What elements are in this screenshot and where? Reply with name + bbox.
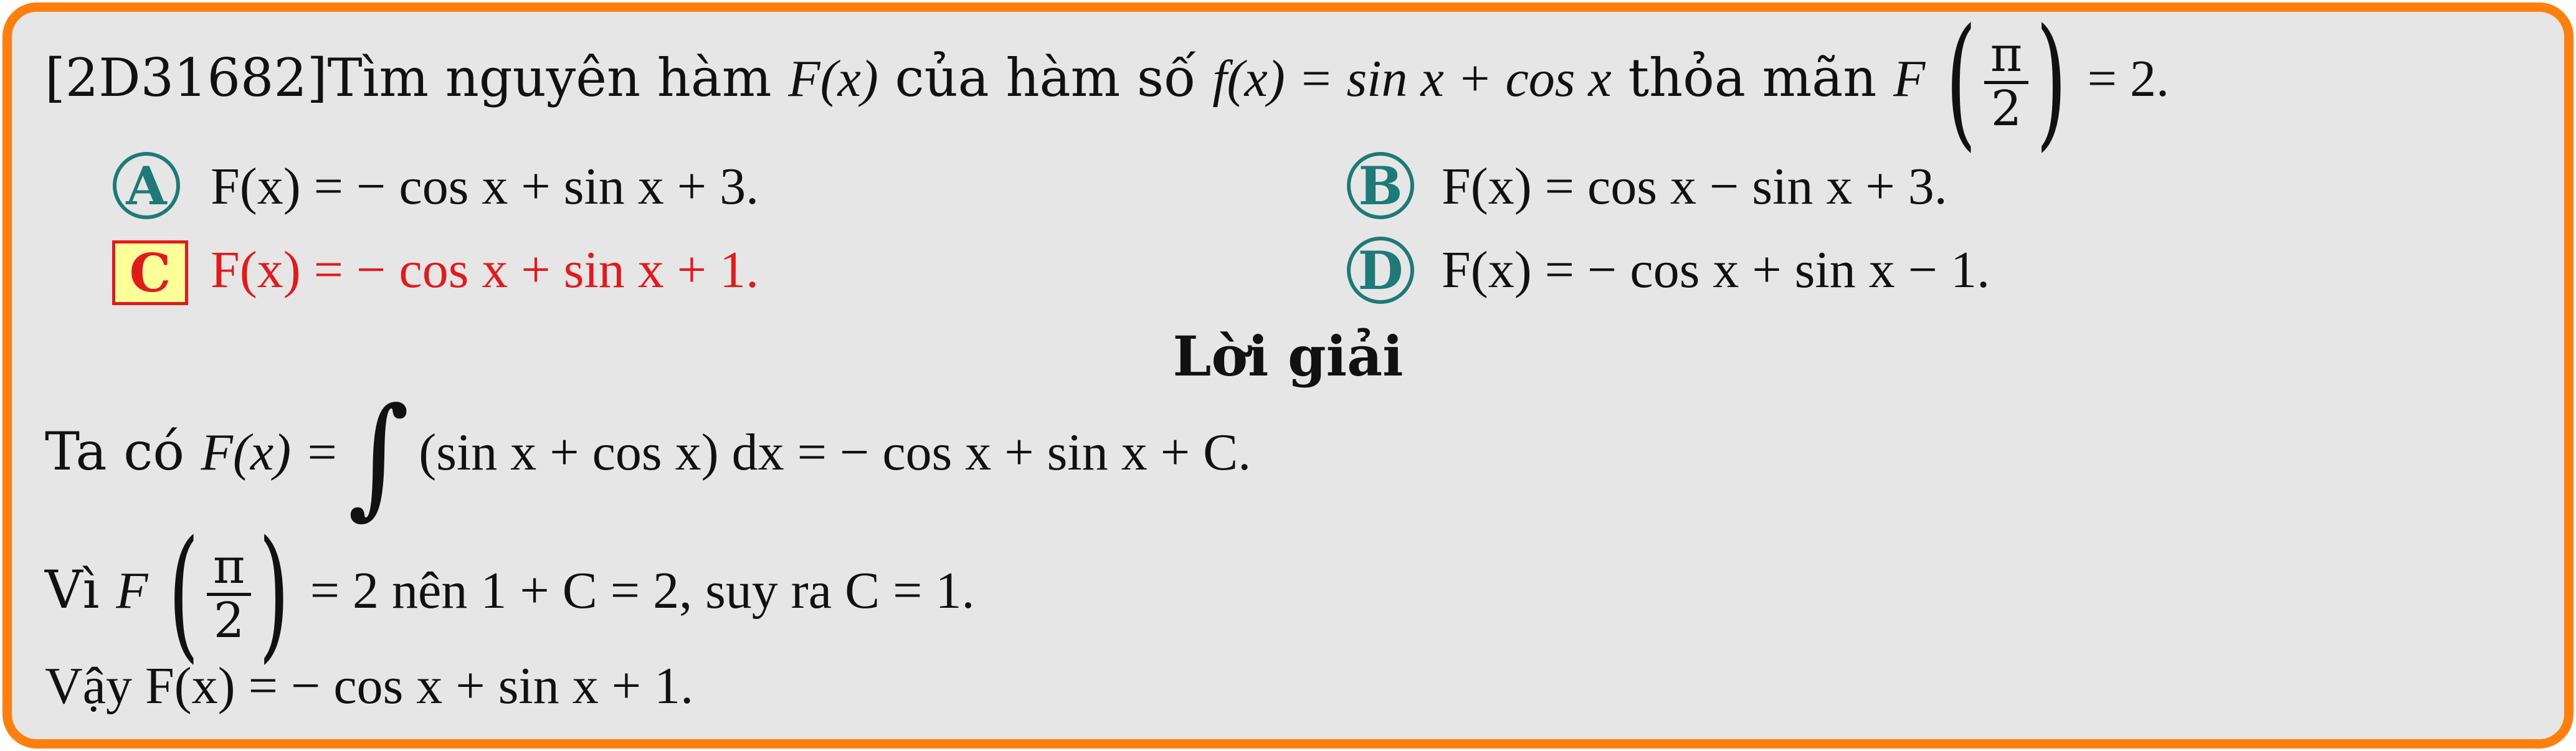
solution-line2-F: F [116,562,148,620]
solution-line2-prefix: Vì [45,559,100,620]
option-c-text: F(x) = − cos x + sin x + 1. [211,241,759,299]
question-id: [2D31682] [45,47,328,108]
option-d-label[interactable]: D [1347,237,1414,304]
left-paren-2: ( [168,511,199,677]
question-equals-2: = 2. [2087,50,2169,108]
left-paren: ( [1946,0,1977,165]
question-F: F [1893,50,1926,108]
question-intro: Tìm nguyên hàm [327,47,772,108]
pi-over-2-fraction [1984,26,2028,137]
solution-line1-integrand: (sin x + cos x) dx = − cos x + sin x + C. [419,423,1252,481]
solution-line1-lhs: F(x) = [201,423,340,481]
solution-line-1 [45,379,1252,532]
fraction-numerator-2: π [207,542,251,596]
fraction-denominator-2: 2 [213,592,245,649]
fraction-numerator: π [1984,30,2028,84]
pi-over-2-fraction-2 [207,538,251,649]
question-line [45,0,2169,165]
option-b-text: F(x) = cos x − sin x + 3. [1442,158,1947,215]
question-of-function: của hàm số [895,47,1196,108]
question-Fx: F(x) [788,50,878,108]
option-b-label[interactable]: B [1347,152,1414,219]
solution-line-3: Vậy F(x) = − cos x + sin x + 1. [45,657,694,715]
option-d-text: F(x) = − cos x + sin x − 1. [1442,241,1990,299]
question-satisfy: thỏa mãn [1628,47,1877,108]
right-paren: ) [2036,0,2067,165]
option-c-label[interactable]: C [112,240,188,305]
option-a-label[interactable]: A [113,152,180,219]
integral-sign: ∫ [348,379,409,532]
fraction-denominator: 2 [1990,80,2022,137]
solution-line-2 [45,511,975,677]
solution-line1-prefix: Ta có [45,421,184,482]
option-a-text: F(x) = − cos x + sin x + 3. [211,158,759,215]
solution-line2-rest: = 2 nên 1 + C = 2, suy ra C = 1. [310,562,975,620]
right-paren-2: ) [259,511,290,677]
question-fx: f(x) = sin x + cos x [1212,50,1612,108]
solution-title: Lời giải [1172,324,1404,389]
